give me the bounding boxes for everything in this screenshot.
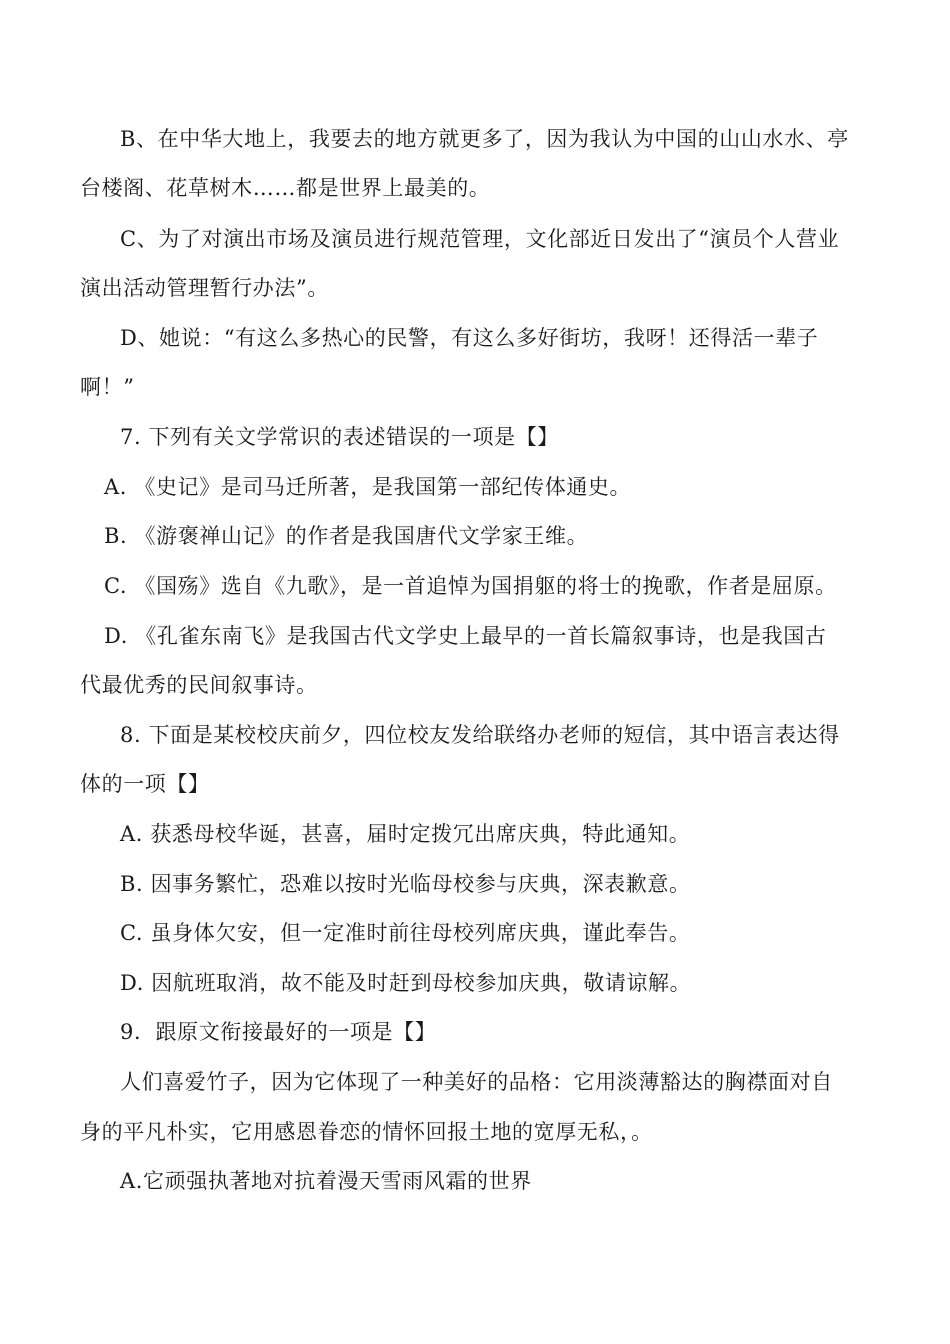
q6-option-b-line-1: B、在中华大地上，我要去的地方就更多了，因为我认为中国的山山水水、亭 [120,127,849,151]
q7-option-b: B. 《游褒禅山记》的作者是我国唐代文学家王维。 [104,524,589,548]
question-7: 7. 下列有关文学常识的表述错误的一项是【】 [120,425,559,449]
q6-option-c-line-2: 演出活动管理暂行办法”。 [80,276,329,300]
q6-option-d-line-1: D、她说：“有这么多热心的民警，有这么多好街坊，我呀！还得活一辈子 [120,326,819,350]
q9-passage-line-2: 身的平凡朴实，它用感恩眷恋的情怀回报土地的宽厚无私，。 [80,1120,653,1144]
q6-option-d-line-2: 啊！” [80,375,135,399]
q9-option-a: A.它顽强执著地对抗着漫天雪雨风霜的世界 [120,1169,532,1193]
q8-option-a: A. 获悉母校华诞，甚喜，届时定拨冗出席庆典，特此通知。 [120,822,691,846]
q7-option-d-line-2: 代最优秀的民间叙事诗。 [80,673,318,697]
q8-option-b: B. 因事务繁忙，恐难以按时光临母校参与庆典，深表歉意。 [120,872,691,896]
q6-option-c-line-1: C、为了对演出市场及演员进行规范管理，文化部近日发出了“演员个人营业 [120,227,840,251]
question-8-line-2: 体的一项【】 [80,772,210,796]
q8-option-d: D. 因航班取消，故不能及时赶到母校参加庆典，敬请谅解。 [120,971,692,995]
q7-option-a: A. 《史记》是司马迁所著，是我国第一部纪传体通史。 [104,475,632,499]
q7-option-d-line-1: D. 《孔雀东南飞》是我国古代文学史上最早的一首长篇叙事诗，也是我国古 [104,624,827,648]
q6-option-b-line-2: 台楼阁、花草树木……都是世界上最美的。 [80,176,491,200]
q7-option-c: C. 《国殇》选自《九歌》，是一首追悼为国捐躯的将士的挽歌，作者是屈原。 [104,574,837,598]
q9-passage-line-1: 人们喜爱竹子，因为它体现了一种美好的品格：它用淡薄豁达的胸襟面对自 [120,1070,833,1094]
question-9: 9．跟原文衔接最好的一项是【】 [120,1020,437,1044]
question-8-line-1: 8. 下面是某校校庆前夕，四位校友发给联络办老师的短信，其中语言表达得 [120,723,840,747]
q8-option-c: C. 虽身体欠安，但一定准时前往母校列席庆典，谨此奉告。 [120,921,691,945]
